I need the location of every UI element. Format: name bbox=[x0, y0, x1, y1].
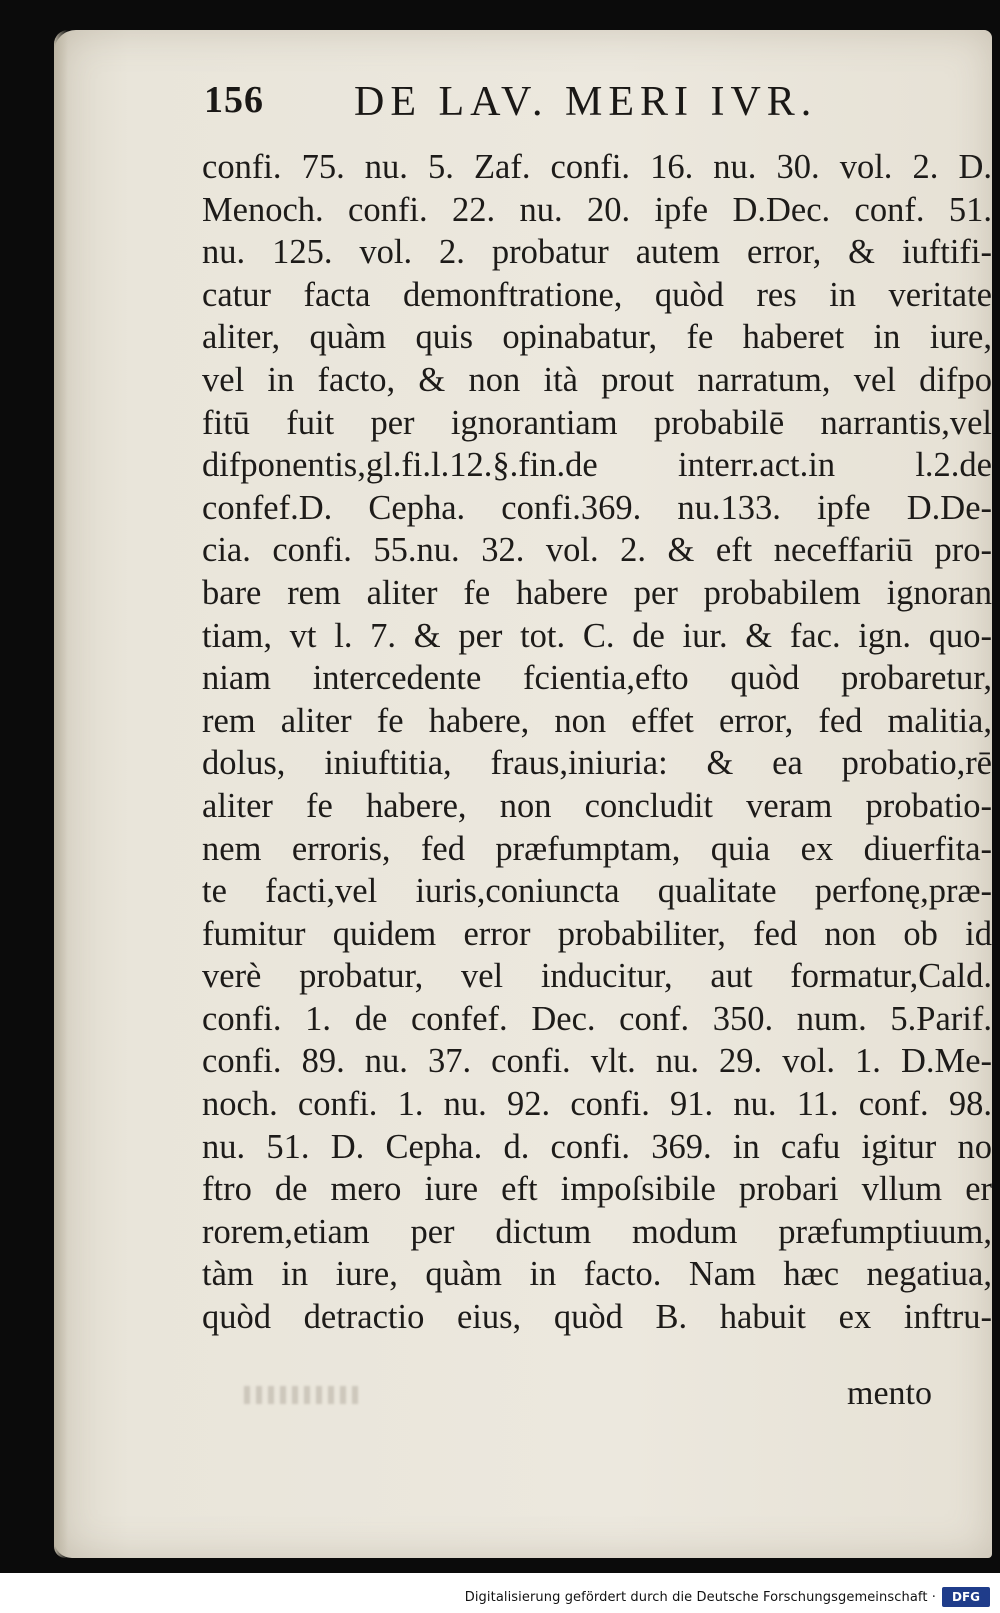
text-line: aliter fe habere, non concludit veram probatio- bbox=[202, 786, 992, 825]
text-line: niam intercedente fcientia,efto quòd probaretur, bbox=[202, 659, 992, 698]
dfg-logo-icon: DFG bbox=[942, 1587, 990, 1607]
text-line: Menoch. confi. 22. nu. 20. ipfe D.Dec. conf. 51. bbox=[202, 190, 992, 229]
text-line: nem erroris, fed præfumptam, quia ex diuerfita- bbox=[202, 829, 992, 868]
text-line: noch. confi. 1. nu. 92. confi. 91. nu. 11. conf. 98. bbox=[202, 1085, 992, 1124]
text-line: confi. 1. de confef. Dec. conf. 350. num. 5.Parif. bbox=[202, 999, 992, 1038]
body-text bbox=[202, 146, 992, 1339]
show-through-ink bbox=[244, 1386, 364, 1404]
text-line: confef.D. Cepha. confi.369. nu.133. ipfe D.De- bbox=[202, 488, 992, 527]
text-line: ftro de mero iure eft impoſsibile probari vllum er bbox=[202, 1170, 992, 1209]
text-line: tàm in iure, quàm in facto. Nam hæc negatiua, bbox=[202, 1255, 992, 1294]
text-line: nu. 125. vol. 2. probatur autem error, & iuftifi- bbox=[202, 233, 992, 272]
text-line: rem aliter fe habere, non effet error, fed malitia, bbox=[202, 701, 992, 740]
catchword: mento bbox=[847, 1375, 932, 1412]
text-line: tiam, vt l. 7. & per tot. C. de iur. & fac. ign. quo- bbox=[202, 616, 992, 655]
page-header bbox=[204, 78, 952, 138]
text-line: catur facta demonftratione, quòd res in veritate bbox=[202, 275, 992, 314]
running-head: DE LAV. MERI IVR. bbox=[354, 79, 818, 125]
text-line: quòd detractio eius, quòd B. habuit ex inftru- bbox=[202, 1298, 992, 1337]
text-line: nu. 51. D. Cepha. d. confi. 369. in cafu igitur no bbox=[202, 1127, 992, 1166]
page-number: 156 bbox=[204, 79, 264, 121]
footer-bar bbox=[0, 1573, 1000, 1613]
text-line: confi. 89. nu. 37. confi. vlt. nu. 29. vol. 1. D.Me- bbox=[202, 1042, 992, 1081]
text-line: confi. 75. nu. 5. Zaf. confi. 16. nu. 30. vol. 2. D. bbox=[202, 148, 992, 186]
text-line: dolus, iniuftitia, fraus,iniuria: & ea probatio,rē bbox=[202, 744, 992, 783]
text-line: difponentis,gl.fi.l.12.§.fin.de interr.act.in l.2.de bbox=[202, 446, 992, 485]
text-line: fitū fuit per ignorantiam probabilē narrantis,vel bbox=[202, 403, 992, 442]
page-gutter-shadow bbox=[54, 30, 68, 1558]
text-line: verè probatur, vel inducitur, aut formatur,Cald. bbox=[202, 957, 992, 996]
text-line: fumitur quidem error probabiliter, fed non ob id bbox=[202, 914, 992, 953]
text-line: bare rem aliter fe habere per probabilem ignoran bbox=[202, 573, 992, 612]
text-line: aliter, quàm quis opinabatur, fe haberet in iure, bbox=[202, 318, 992, 357]
text-line: te facti,vel iuris,coniuncta qualitate perfonę,præ- bbox=[202, 872, 992, 911]
book-page bbox=[54, 30, 992, 1558]
text-line: cia. confi. 55.nu. 32. vol. 2. & eft neceffariū pro- bbox=[202, 531, 992, 570]
text-line: vel in facto, & non ità prout narratum, vel difpo bbox=[202, 360, 992, 399]
funding-credit: Digitalisierung gefördert durch die Deutsche Forschungsgemeinschaft · bbox=[464, 1590, 936, 1605]
text-line: rorem,etiam per dictum modum præfumptiuum, bbox=[202, 1212, 992, 1251]
